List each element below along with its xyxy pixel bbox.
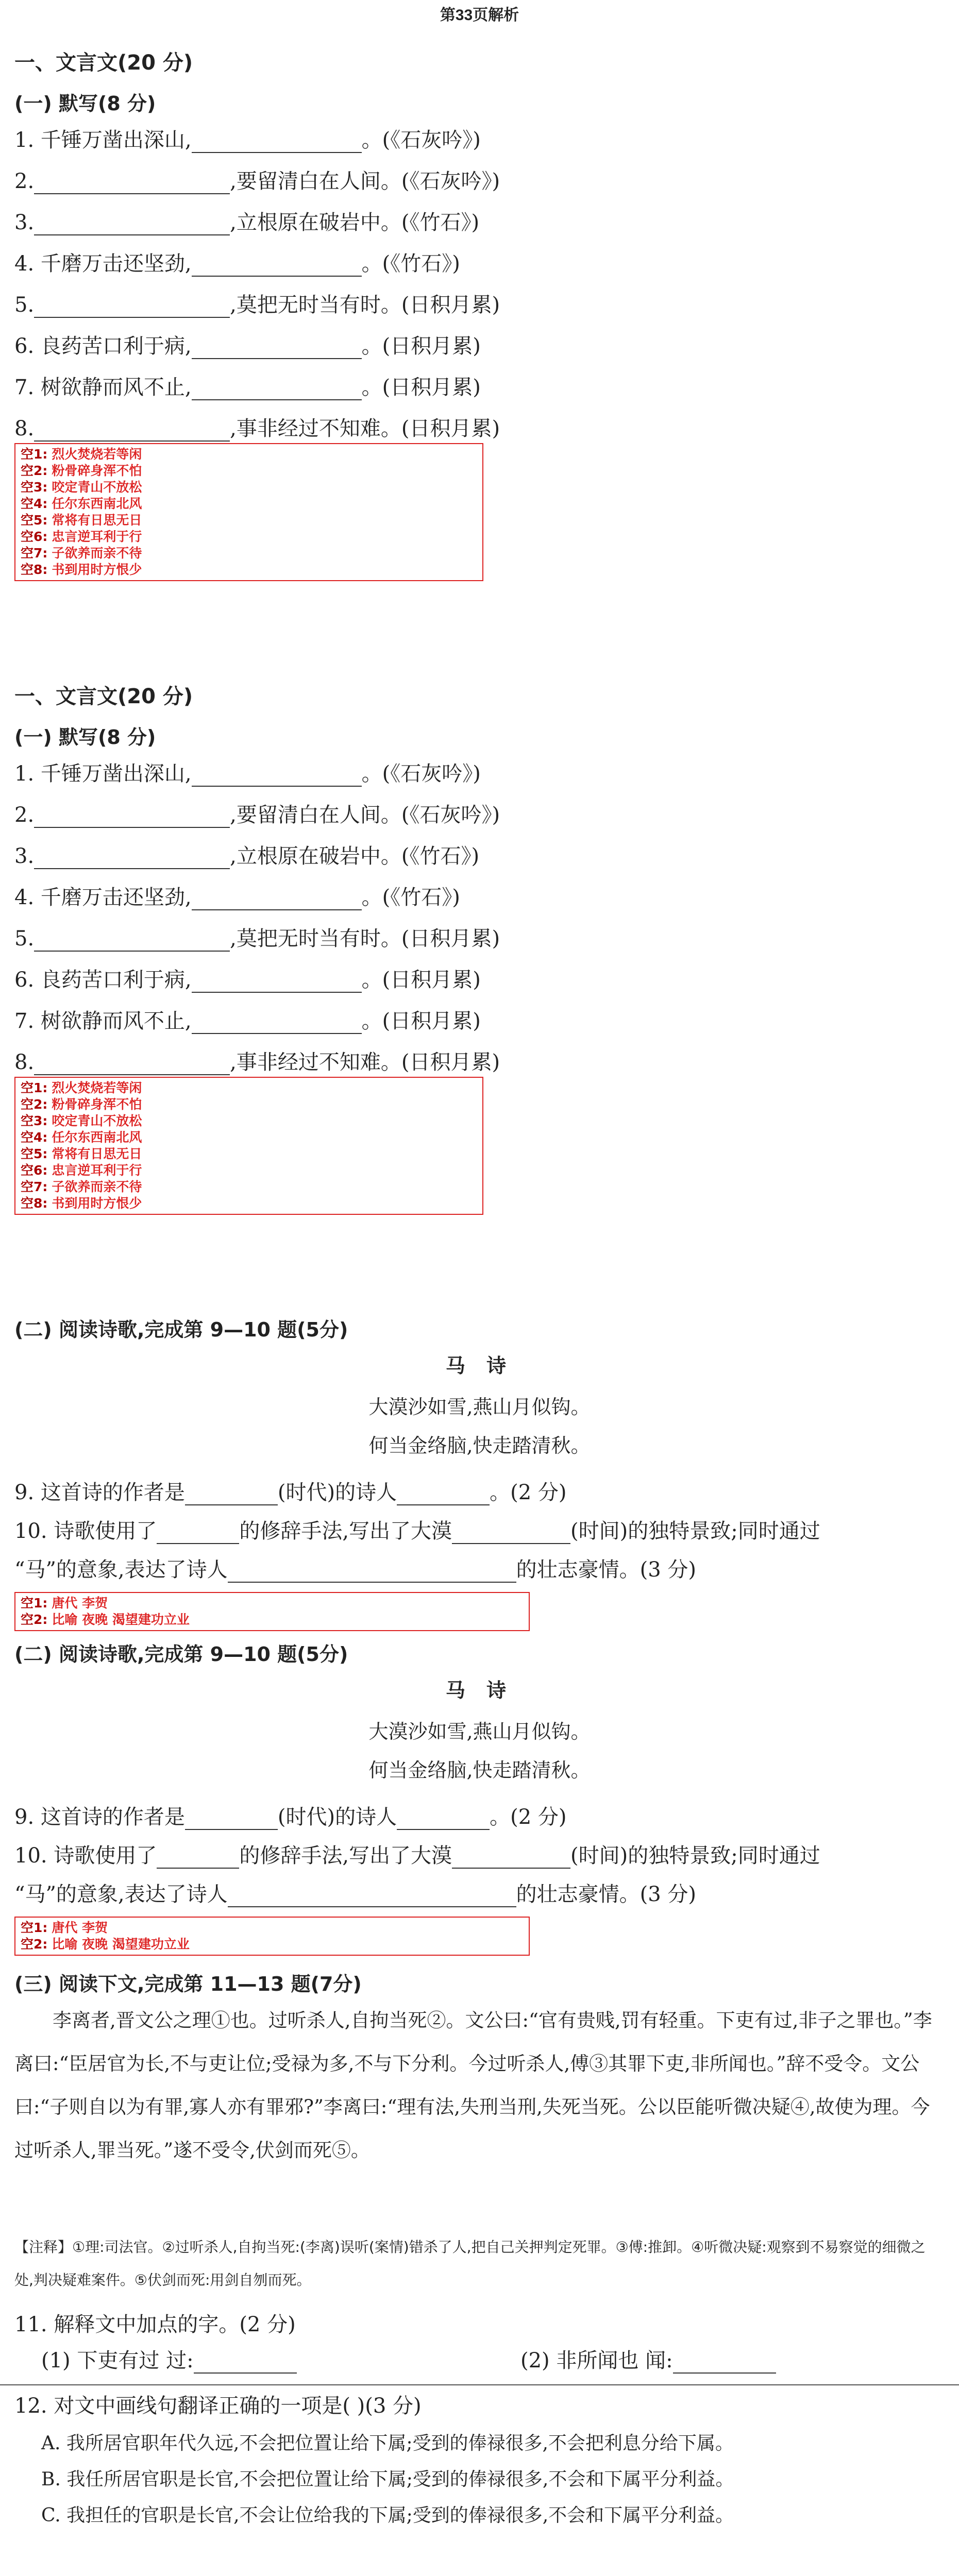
answer-line	[21, 496, 477, 512]
q10-text: (时间)的独特景致;同时通过	[570, 1844, 820, 1868]
q10-text: 的壮志豪情。(3 分)	[516, 1558, 696, 1582]
dictation-blank[interactable]	[34, 1050, 230, 1075]
poem-section-title: (二) 阅读诗歌,完成第 9—10 题(5分)	[14, 1318, 348, 1341]
dictation-title: (一) 默写(8 分)	[14, 92, 156, 115]
line-prefix: 1. 千锤万凿出深山,	[14, 762, 192, 786]
page-header: 第33页解析	[440, 7, 519, 24]
q10-text: 10. 诗歌使用了	[14, 1519, 157, 1543]
answer-key: 空5:	[21, 1146, 48, 1161]
answer-key: 空4:	[21, 496, 48, 511]
question-11-2	[520, 2344, 776, 2374]
section-title: 一、文言文(20 分)	[14, 685, 193, 708]
answer-box	[14, 1917, 530, 1956]
question-10	[14, 1515, 820, 1544]
dictation-blank[interactable]	[34, 927, 230, 952]
answer-line	[21, 446, 477, 463]
dictation-line	[14, 371, 481, 400]
q9-text: 9. 这首诗的作者是	[14, 1481, 185, 1504]
prose-section-title: (三) 阅读下文,完成第 11—13 题(7分)	[14, 1973, 362, 1995]
line-prefix: 3.	[14, 211, 35, 234]
answer-value: 粉骨碎身浑不怕	[52, 1097, 142, 1112]
answer-blank[interactable]	[452, 1519, 570, 1544]
answer-key: 空8:	[21, 1196, 48, 1211]
question-10	[14, 1839, 820, 1869]
answer-value: 比喻 夜晚 渴望建功立业	[52, 1937, 190, 1952]
answer-box	[14, 1077, 483, 1215]
poem-section-title: (二) 阅读诗歌,完成第 9—10 题(5分)	[14, 1643, 348, 1666]
answer-blank[interactable]	[673, 2349, 776, 2374]
answer-line	[21, 1595, 524, 1612]
answer-value: 任尔东西南北风	[52, 1130, 142, 1145]
dictation-blank[interactable]	[34, 211, 230, 235]
answer-line	[21, 1146, 477, 1162]
dictation-line	[14, 963, 481, 993]
line-suffix: 。(《石灰吟》)	[361, 128, 481, 152]
answer-key: 空5:	[21, 513, 48, 528]
answer-value: 子欲养而亲不待	[52, 1179, 142, 1194]
answer-key: 空1:	[21, 447, 48, 462]
line-suffix: ,莫把无时当有时。(日积月累)	[230, 293, 500, 317]
answer-key: 空2:	[21, 1937, 48, 1952]
line-suffix: ,立根原在破岩中。(《竹石》)	[230, 844, 480, 868]
dictation-blank[interactable]	[192, 376, 362, 400]
line-prefix: 1. 千锤万凿出深山,	[14, 128, 192, 152]
line-suffix: 。(《竹石》)	[361, 252, 460, 276]
line-prefix: 6. 良药苦口利于病,	[14, 968, 192, 992]
q10-text: 的壮志豪情。(3 分)	[516, 1883, 696, 1906]
poem-title: 马 诗	[445, 1354, 514, 1377]
question-9	[14, 1476, 566, 1505]
dictation-title: (一) 默写(8 分)	[14, 726, 156, 749]
answer-key: 空1:	[21, 1080, 48, 1095]
line-suffix: ,事非经过不知难。(日积月累)	[230, 417, 500, 440]
poem-title: 马 诗	[445, 1679, 514, 1702]
answer-line	[21, 1195, 477, 1212]
answer-key: 空1:	[21, 1596, 48, 1611]
dictation-line	[14, 840, 479, 869]
dictation-blank[interactable]	[192, 1009, 362, 1034]
answer-key: 空7:	[21, 1179, 48, 1194]
answer-blank[interactable]	[157, 1519, 239, 1544]
dictation-line	[14, 412, 500, 442]
answer-key: 空1:	[21, 1920, 48, 1935]
answer-key: 空3:	[21, 480, 48, 495]
line-prefix: 6. 良药苦口利于病,	[14, 334, 192, 358]
line-suffix: 。(日积月累)	[361, 376, 481, 399]
answer-blank[interactable]	[228, 1558, 516, 1583]
dictation-blank[interactable]	[34, 417, 230, 442]
poem-line: 何当金络脑,快走踏清秋。	[368, 1434, 591, 1457]
answer-value: 唐代 李贺	[52, 1920, 108, 1935]
answer-blank[interactable]	[185, 1481, 278, 1505]
answer-key: 空2:	[21, 1612, 48, 1627]
dictation-line	[14, 1005, 481, 1034]
dictation-line	[14, 124, 481, 153]
line-suffix: ,事非经过不知难。(日积月累)	[230, 1050, 500, 1074]
dictation-blank[interactable]	[34, 293, 230, 318]
dictation-blank[interactable]	[34, 844, 230, 869]
answer-value: 忠言逆耳利于行	[52, 529, 142, 544]
answer-blank[interactable]	[452, 1844, 570, 1869]
answer-line	[21, 1162, 477, 1179]
question-10-cont	[14, 1878, 696, 1907]
answer-blank[interactable]	[185, 1805, 278, 1830]
question-12: 12. 对文中画线句翻译正确的一项是( )(3 分)	[14, 2394, 422, 2418]
answer-key: 空2:	[21, 463, 48, 478]
answer-key: 空7:	[21, 546, 48, 561]
answer-line	[21, 1179, 477, 1195]
answer-key: 空4:	[21, 1130, 48, 1145]
poem-line: 大漠沙如雪,燕山月似钩。	[368, 1396, 591, 1418]
answer-blank[interactable]	[157, 1844, 239, 1869]
answer-line	[21, 529, 477, 545]
answer-blank[interactable]	[194, 2349, 297, 2374]
divider	[0, 2384, 959, 2385]
answer-line	[21, 1096, 477, 1113]
poem-line: 大漠沙如雪,燕山月似钩。	[368, 1720, 591, 1743]
q11-item: (1) 下吏有过 过:	[41, 2349, 194, 2372]
q10-text: “马”的意象,表达了诗人	[14, 1883, 228, 1906]
answer-blank[interactable]	[228, 1883, 516, 1907]
answer-value: 书到用时方恨少	[52, 562, 142, 577]
line-prefix: 2.	[14, 170, 35, 193]
answer-line	[21, 1113, 477, 1129]
line-suffix: ,莫把无时当有时。(日积月累)	[230, 927, 500, 951]
answer-value: 书到用时方恨少	[52, 1196, 142, 1211]
q9-text: 9. 这首诗的作者是	[14, 1805, 185, 1829]
dictation-blank[interactable]	[34, 170, 230, 194]
answer-value: 忠言逆耳利于行	[52, 1163, 142, 1178]
line-prefix: 7. 树欲静而风不止,	[14, 1009, 192, 1033]
question-11-1	[41, 2344, 297, 2374]
answer-line	[21, 479, 477, 496]
dictation-line	[14, 799, 500, 828]
answer-line	[21, 562, 477, 578]
answer-value: 常将有日思无日	[52, 513, 142, 528]
q10-text: (时间)的独特景致;同时通过	[570, 1519, 820, 1543]
q9-text: (时代)的诗人	[277, 1481, 397, 1504]
dictation-blank[interactable]	[34, 803, 230, 828]
dictation-line	[14, 1046, 500, 1075]
answer-key: 空6:	[21, 1163, 48, 1178]
dictation-line	[14, 757, 481, 787]
line-suffix: 。(日积月累)	[361, 968, 481, 992]
q10-text: “马”的意象,表达了诗人	[14, 1558, 228, 1582]
option-D[interactable]	[41, 2570, 938, 2576]
answer-value: 咬定青山不放松	[52, 1113, 142, 1128]
dictation-blank[interactable]	[192, 334, 362, 359]
question-9	[14, 1801, 566, 1830]
line-prefix: 5.	[14, 293, 35, 317]
line-prefix: 3.	[14, 844, 35, 868]
prose-text: 李离者,晋文公之理①也。过听杀人,自拘当死②。文公曰:“官有贵贱,罚有轻重。下吏有过,非子之罪也。”李离曰:“臣居官为长,不与吏让位;受禄为多,不与下分利。今过听杀人,傅③其罪下吏,非所闻也。”辞不受令。文公曰:“子则自以为有罪,寡人亦有罪邪?”李离曰:“理有法,失刑当刑,失死当死。公以臣能听微决疑④,故使为理。今过听杀人,罪当死。”遂不受令,伏剑而死⑤。	[14, 2009, 932, 2161]
dictation-blank[interactable]	[192, 252, 362, 277]
line-prefix: 4. 千磨万击还坚劲,	[14, 252, 192, 276]
section-title: 一、文言文(20 分)	[14, 51, 193, 75]
dictation-blank[interactable]	[192, 886, 362, 910]
answer-value: 子欲养而亲不待	[52, 546, 142, 561]
question-10-cont	[14, 1553, 696, 1583]
dictation-line	[14, 206, 479, 235]
answer-box	[14, 443, 483, 581]
answer-box	[14, 1592, 530, 1631]
dictation-blank[interactable]	[192, 762, 362, 787]
line-suffix: 。(《石灰吟》)	[361, 762, 481, 786]
line-suffix: 。(日积月累)	[361, 334, 481, 358]
dictation-line	[14, 289, 500, 318]
q10-text: 的修辞手法,写出了大漠	[239, 1844, 452, 1868]
option-C[interactable]: C. 我担任的官职是长官,不会让位给我的下属;受到的俸禄很多,不会和下属平分利益。	[41, 2505, 734, 2526]
dictation-blank[interactable]	[192, 128, 362, 153]
q10-text: 10. 诗歌使用了	[14, 1844, 157, 1868]
answer-key: 空8:	[21, 562, 48, 577]
answer-value: 任尔东西南北风	[52, 496, 142, 511]
q9-text: 。(2 分)	[490, 1481, 567, 1504]
dictation-line	[14, 247, 460, 277]
answer-blank[interactable]	[397, 1481, 490, 1505]
line-prefix: 8.	[14, 1050, 35, 1074]
answer-key: 空3:	[21, 1113, 48, 1128]
answer-line	[21, 1936, 524, 1953]
line-prefix: 4. 千磨万击还坚劲,	[14, 886, 192, 909]
question-11: 11. 解释文中加点的字。(2 分)	[14, 2313, 296, 2336]
line-suffix: 。(日积月累)	[361, 1009, 481, 1033]
q11-item: (2) 非所闻也 闻:	[520, 2349, 673, 2372]
answer-value: 烈火焚烧若等闲	[52, 447, 142, 462]
answer-value: 烈火焚烧若等闲	[52, 1080, 142, 1095]
prose-notes: 【注释】①理:司法官。②过听杀人,自拘当死:(李离)误听(案情)错杀了人,把自己关押判定死罪。③傅:推卸。④听微决疑:观察到不易察觉的细微之处,判决疑难案件。⑤伏剑而死:用剑自刎而死。	[14, 2239, 926, 2289]
dictation-line	[14, 881, 460, 910]
answer-value: 咬定青山不放松	[52, 480, 142, 495]
dictation-blank[interactable]	[192, 968, 362, 993]
poem-line: 何当金络脑,快走踏清秋。	[368, 1759, 591, 1782]
answer-value: 常将有日思无日	[52, 1146, 142, 1161]
line-prefix: 7. 树欲静而风不止,	[14, 376, 192, 399]
dictation-line	[14, 330, 481, 359]
answer-value: 粉骨碎身浑不怕	[52, 463, 142, 478]
answer-blank[interactable]	[397, 1805, 490, 1830]
line-suffix: 。(《竹石》)	[361, 886, 460, 909]
option-B[interactable]: B. 我任所居官职是长官,不会把位置让给下属;受到的俸禄很多,不会和下属平分利益。	[41, 2469, 734, 2490]
q9-text: 。(2 分)	[490, 1805, 567, 1829]
answer-line	[21, 463, 477, 479]
line-suffix: ,要留清白在人间。(《石灰吟》)	[230, 803, 500, 827]
answer-value: 比喻 夜晚 渴望建功立业	[52, 1612, 190, 1627]
line-prefix: 8.	[14, 417, 35, 440]
answer-key: 空6:	[21, 529, 48, 544]
dictation-line	[14, 922, 500, 952]
answer-value: 唐代 李贺	[52, 1596, 108, 1611]
q10-text: 的修辞手法,写出了大漠	[239, 1519, 452, 1543]
line-suffix: ,要留清白在人间。(《石灰吟》)	[230, 170, 500, 193]
answer-line	[21, 1129, 477, 1146]
line-prefix: 5.	[14, 927, 35, 951]
line-suffix: ,立根原在破岩中。(《竹石》)	[230, 211, 480, 234]
q9-text: (时代)的诗人	[277, 1805, 397, 1829]
answer-key: 空2:	[21, 1097, 48, 1112]
dictation-line	[14, 165, 500, 194]
answer-line	[21, 1612, 524, 1628]
answer-line	[21, 1080, 477, 1096]
option-A[interactable]: A. 我所居官职年代久远,不会把位置让给下属;受到的俸禄很多,不会把利息分给下属。	[41, 2433, 734, 2454]
answer-line	[21, 512, 477, 529]
answer-line	[21, 545, 477, 562]
answer-line	[21, 1920, 524, 1936]
line-prefix: 2.	[14, 803, 35, 827]
